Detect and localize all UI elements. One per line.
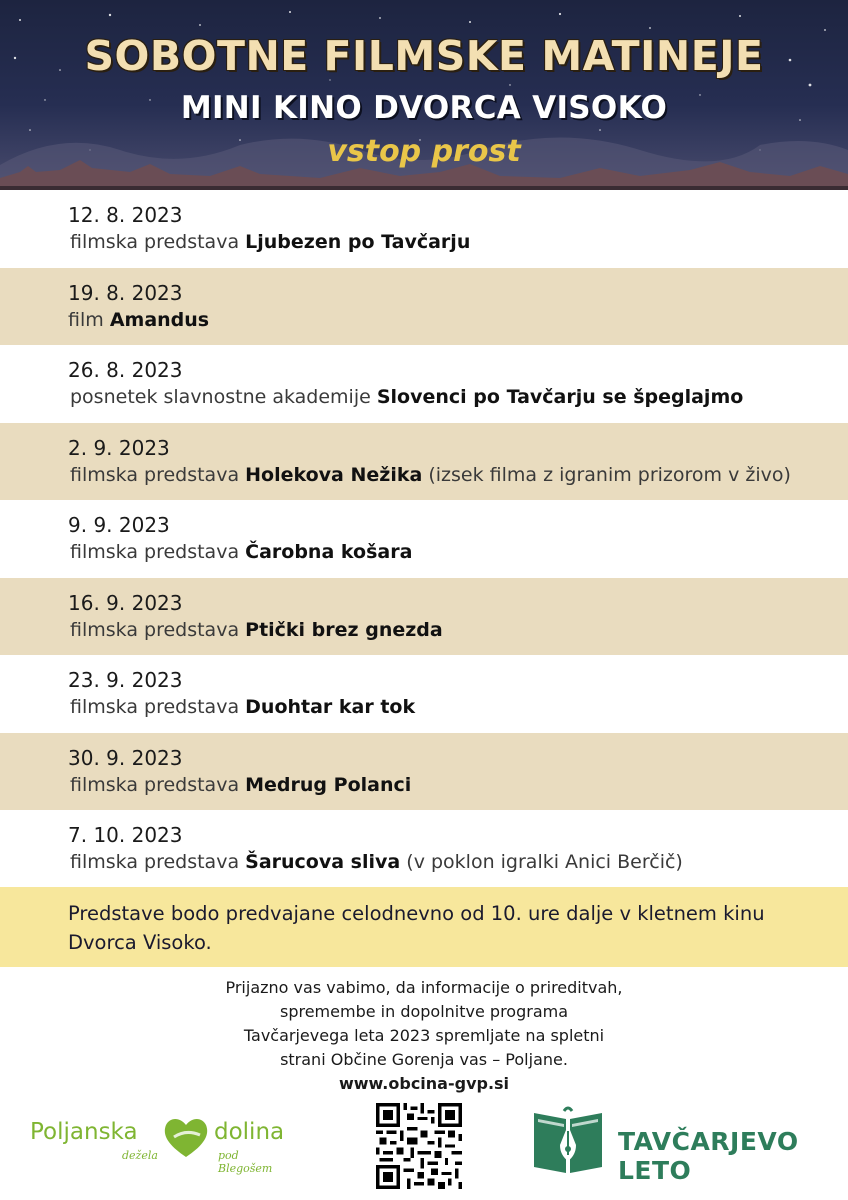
poljanska-dolina-logo <box>30 1115 295 1175</box>
schedule-date: 7. 10. 2023 <box>68 823 183 847</box>
logo-word-2: dolina <box>214 1119 285 1145</box>
page-subtitle: MINI KINO DVORCA VISOKO <box>180 90 668 126</box>
schedule-description <box>68 539 848 566</box>
page-title: SOBOTNE FILMSKE MATINEJE <box>84 32 764 80</box>
schedule-description <box>68 772 848 799</box>
footer-info <box>0 976 848 1096</box>
schedule-item <box>0 345 848 423</box>
schedule-date: 19. 8. 2023 <box>68 280 183 305</box>
footer-line-4: strani Občine Gorenja vas – Poljane. <box>280 1050 568 1069</box>
screening-type: filmska predstava <box>70 463 240 486</box>
screening-type: film <box>68 308 104 331</box>
film-title: Šarucova sliva <box>245 851 401 873</box>
qr-code-icon[interactable] <box>376 1103 462 1189</box>
film-title: Slovenci po Tavčarju se špeglajmo <box>376 386 744 408</box>
schedule-description <box>68 617 848 644</box>
screening-type: filmska predstava <box>70 618 240 641</box>
website-link[interactable]: www.obcina-gvp.si <box>338 1074 510 1093</box>
schedule-date: 9. 9. 2023 <box>68 513 170 537</box>
schedule-item <box>0 578 848 656</box>
footer-line-2: spremembe in dopolnitve programa <box>279 1002 569 1021</box>
tavcarjevo-leto-logo <box>530 1105 820 1185</box>
schedule-item <box>0 190 848 268</box>
film-title: Holekova Nežika <box>245 463 423 486</box>
schedule-item <box>0 268 848 346</box>
schedule-description <box>68 849 848 876</box>
film-title: Duohtar kar tok <box>245 696 416 718</box>
schedule-date: 23. 9. 2023 <box>68 668 183 692</box>
footer-line-1: Prijazno vas vabimo, da informacije o prireditvah, <box>225 978 623 997</box>
header-banner <box>0 0 848 190</box>
screening-type: filmska predstava <box>70 696 240 718</box>
logo-brand-name: TAVČARJEVO LETO <box>618 1127 799 1185</box>
logo-tagline-1: dežela <box>122 1149 158 1162</box>
schedule-date: 2. 9. 2023 <box>68 435 170 460</box>
schedule-description <box>68 307 848 334</box>
screening-note: (v poklon igralki Anici Berčič) <box>406 851 683 873</box>
screening-type: posnetek slavnostne akademije <box>70 386 371 408</box>
schedule-date: 12. 8. 2023 <box>68 203 183 227</box>
schedule-description <box>68 694 848 721</box>
schedule-list <box>0 190 848 888</box>
notice-line-2: Dvorca Visoko. <box>68 931 212 954</box>
screening-type: filmska predstava <box>70 851 240 873</box>
schedule-item <box>0 500 848 578</box>
schedule-item <box>0 655 848 733</box>
film-title: Ptički brez gnezda <box>245 618 443 641</box>
free-entry-tagline: vstop prost <box>327 134 521 169</box>
screening-note: (izsek filma z igranim prizorom v živo) <box>428 463 791 486</box>
film-title: Čarobna košara <box>245 541 413 563</box>
logo-word-1: Poljanska <box>30 1119 138 1145</box>
film-title: Ljubezen po Tavčarju <box>245 231 471 253</box>
screening-type: filmska predstava <box>70 773 240 796</box>
screening-type: filmska predstava <box>70 231 240 253</box>
film-title: Amandus <box>109 308 210 331</box>
book-pen-icon <box>530 1105 606 1177</box>
schedule-description <box>68 384 848 411</box>
schedule-description <box>68 462 848 489</box>
schedule-item <box>0 423 848 501</box>
screening-type: filmska predstava <box>70 541 240 563</box>
schedule-item <box>0 810 848 888</box>
footer-line-3: Tavčarjevega leta 2023 spremljate na spletni <box>243 1026 605 1045</box>
heart-icon <box>160 1115 212 1159</box>
schedule-item <box>0 733 848 811</box>
logo-tagline-2: pod Blegošem <box>218 1149 273 1175</box>
film-title: Medrug Polanci <box>245 773 412 796</box>
schedule-date: 26. 8. 2023 <box>68 358 183 382</box>
schedule-date: 30. 9. 2023 <box>68 745 183 770</box>
notice-line-1: Predstave bodo predvajane celodnevno od 10. ure dalje v kletnem kinu <box>68 902 765 925</box>
schedule-date: 16. 9. 2023 <box>68 590 183 615</box>
schedule-description <box>68 229 848 256</box>
screening-time-notice <box>0 887 848 967</box>
